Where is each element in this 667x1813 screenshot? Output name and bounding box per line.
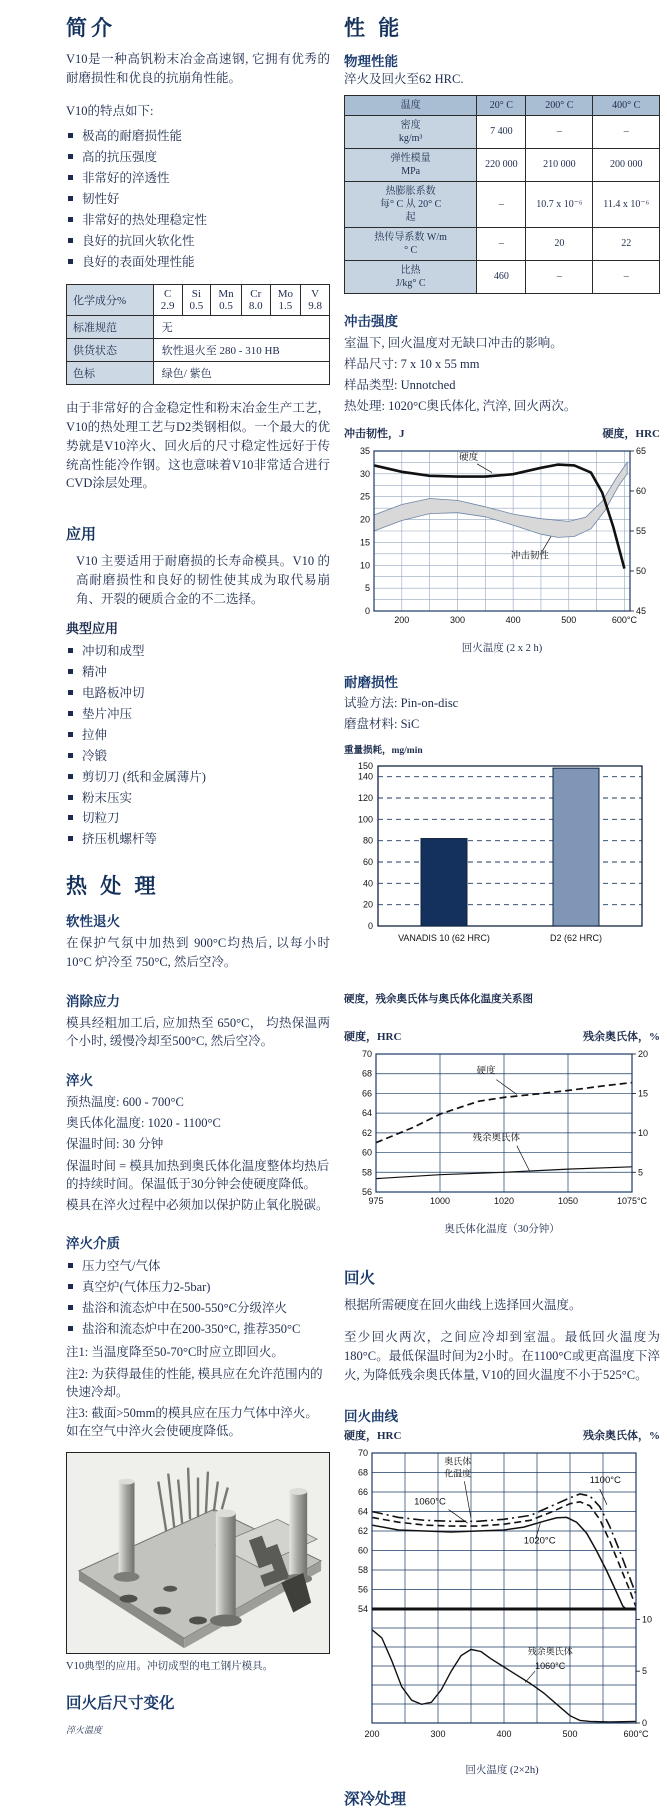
svg-text:62: 62 [361, 1127, 372, 1138]
quench-media-item: 盐浴和流态炉中在200-350°C, 推荐350°C [66, 1321, 330, 1338]
svg-text:残余奥氏体: 残余奥氏体 [527, 1646, 573, 1657]
chem-row-label: 标准规范 [67, 316, 154, 339]
svg-text:70: 70 [357, 1447, 368, 1458]
tempering-curve-heading: 回火曲线 [344, 1408, 398, 1424]
quench-media-item: 真空炉(气体压力2-5bar) [66, 1279, 330, 1296]
austenitizing-chart [344, 1028, 660, 1236]
application-item: 剪切刀 (纸和金属薄片) [66, 769, 330, 786]
impact-chart-xlabel: 回火温度 (2 x 2 h) [461, 643, 543, 655]
tempering-chart-ylabel-left: 硬度，HRC [344, 1429, 402, 1442]
svg-text:40: 40 [362, 877, 373, 888]
impact-chart-axis-titles [344, 425, 660, 441]
intro-paragraph: V10是一种高钒粉末冶金高速钢, 它拥有优秀的耐磨损性和优良的抗崩角性能。 [66, 52, 330, 85]
phys-row-value: 210 000 [526, 148, 593, 181]
svg-text:5: 5 [642, 1665, 648, 1676]
application-item: 拉伸 [66, 727, 330, 744]
wear-chart-ylabel: 重量损耗，mg/min [344, 745, 423, 756]
soft-annealing-text: 在保护气氛中加热到 900°C均热后, 以每小时 10°C 炉冷至 750°C, 然后空冷。 [66, 936, 330, 969]
application-item: 冲切和成型 [66, 643, 330, 660]
svg-text:1060°C: 1060°C [414, 1496, 446, 1508]
austenitizing-chart-ylabel-left: 硬度，HRC [344, 1030, 402, 1043]
physical-properties-heading: 物理性能 [344, 54, 398, 69]
right-column [344, 0, 660, 1813]
svg-text:600°C: 600°C [611, 615, 637, 626]
impact-line: 热处理: 1020°C奥氏体化, 汽淬, 回火两次。 [344, 399, 577, 414]
impact-chart-plot [344, 443, 660, 640]
svg-text:300: 300 [430, 1728, 446, 1739]
svg-text:66: 66 [357, 1486, 368, 1497]
svg-text:56: 56 [357, 1584, 368, 1594]
feature-item: 良好的抗回火软化性 [66, 233, 330, 250]
svg-text:54: 54 [357, 1603, 368, 1614]
application-item: 粉末压实 [66, 790, 330, 807]
svg-text:62: 62 [357, 1525, 368, 1536]
phys-row-value: – [477, 227, 526, 260]
svg-text:1050: 1050 [557, 1195, 579, 1206]
application-item: 垫片冲压 [66, 706, 330, 723]
section-title-applications: 应用 [66, 527, 97, 544]
phys-col-header: 20° C [477, 95, 526, 115]
chem-element-cell: C 2.9 [153, 285, 182, 316]
hardening-line: 保温时间 = 模具加热到奥氏体化温度整体均热后的持续时间。保温低于30分钟会使硬度降低。 [66, 1158, 330, 1191]
section-title-intro: 简介 [66, 16, 116, 40]
svg-text:0: 0 [642, 1717, 648, 1728]
wear-line: 试验方法: Pin-on-disc [344, 696, 459, 711]
feature-item: 良好的表面处理性能 [66, 254, 330, 271]
svg-text:1075°C: 1075°C [616, 1195, 648, 1206]
chem-element-cell: Si 0.5 [182, 285, 211, 316]
svg-text:120: 120 [357, 792, 373, 803]
phys-row-value: 22 [593, 227, 660, 260]
note-line: 注2: 为获得最佳的性能, 模具应在允许范围内的快速冷却。 [66, 1366, 323, 1399]
wear-resistance-lines [344, 694, 660, 733]
svg-text:60: 60 [362, 856, 373, 867]
svg-text:10: 10 [642, 1613, 653, 1624]
svg-text:1060°C: 1060°C [535, 1660, 566, 1671]
svg-text:硬度: 硬度 [476, 1065, 496, 1077]
cryogenic-treatment-heading: 深冷处理 [344, 1790, 407, 1808]
svg-text:64: 64 [361, 1107, 372, 1118]
chem-row-label: 供货状态 [67, 339, 154, 362]
features-list [66, 128, 330, 270]
impact-chart-ylabel-left: 冲击韧性，J [344, 428, 405, 441]
svg-text:25: 25 [359, 491, 370, 502]
svg-text:35: 35 [359, 446, 370, 457]
hardening-line: 预热温度: 600 - 700°C [66, 1095, 184, 1110]
phys-row-label: 热传导系数 W/m ° C [345, 227, 477, 260]
svg-text:140: 140 [357, 771, 373, 782]
phys-col-temperature: 温度 [345, 95, 477, 115]
hardening-heading: 淬火 [66, 1073, 93, 1089]
svg-text:5: 5 [638, 1166, 644, 1177]
svg-text:0: 0 [367, 920, 373, 931]
phys-row-label: 热膨胀系数 每° C 从 20° C 起 [345, 181, 477, 227]
application-item: 挤压机螺杆等 [66, 831, 330, 848]
section-title-heat-treatment: 热 处 理 [66, 874, 160, 899]
phys-row-value: 10.7 x 10⁻⁶ [526, 181, 593, 227]
chem-row-value: 无 [153, 316, 329, 339]
tempering-paragraph-2: 至少回火两次，之间应冷却到室温。最低回火温度为180°C。最低保温时间为2小时。在1100°C或更高温度下淬火, 为降低残余奥氏体量, V10的回火温度不小于525°C。 [344, 1330, 660, 1382]
applications-paragraph: V10 主要适用于耐磨损的长寿命模具。V10 的高耐磨损性和良好的韧性使其成为取代易崩角、开裂的硬质合金的不二选择。 [76, 554, 330, 606]
chem-element-cell: Cr 8.0 [241, 285, 270, 316]
phys-row-label: 弹性模量 MPa [345, 148, 477, 181]
svg-text:200: 200 [394, 615, 410, 626]
svg-text:58: 58 [357, 1564, 368, 1575]
svg-text:68: 68 [357, 1467, 368, 1477]
tempering-chart [344, 1427, 660, 1777]
phys-row-value: 220 000 [477, 148, 526, 181]
phys-col-header: 200° C [526, 95, 593, 115]
svg-text:冲击韧性: 冲击韧性 [510, 550, 549, 562]
austenitizing-chart-axis-titles [344, 1028, 660, 1044]
impact-line: 室温下, 回火温度对无缺口冲击的影响。 [344, 335, 563, 350]
svg-text:60: 60 [636, 486, 647, 497]
impact-chart-ylabel-right: 硬度，HRC [602, 428, 660, 441]
quench-media-item: 盐浴和流态炉中在500-550°C分级淬火 [66, 1300, 330, 1317]
impact-chart [344, 425, 660, 655]
hardening-notes [66, 1343, 330, 1440]
chem-comp-label: 化学成分% [67, 285, 154, 316]
svg-text:10: 10 [638, 1127, 649, 1138]
svg-text:60: 60 [361, 1147, 372, 1158]
svg-text:残余奥氏体: 残余奥氏体 [472, 1132, 521, 1144]
phys-row-value: – [526, 260, 593, 293]
note-line: 注3: 截面>50mm的模具应在压力气体中淬火。如在空气中淬火会使硬度降低。 [66, 1405, 318, 1438]
quench-media-item: 压力空气/气体 [66, 1258, 330, 1275]
svg-text:150: 150 [357, 760, 373, 771]
svg-text:66: 66 [361, 1087, 372, 1098]
dimensional-change-heading: 回火后尺寸变化 [66, 1695, 175, 1712]
tempering-chart-plot [344, 1445, 660, 1762]
physical-properties-subtitle: 淬火及回火至62 HRC. [344, 72, 464, 86]
wear-line: 磨盘材料: SiC [344, 717, 420, 732]
wear-chart-plot [344, 758, 660, 967]
svg-text:1000: 1000 [429, 1195, 451, 1206]
svg-text:60: 60 [357, 1545, 368, 1555]
svg-text:65: 65 [636, 446, 647, 457]
phys-row-value: – [593, 115, 660, 148]
impact-line: 样品尺寸: 7 x 10 x 55 mm [344, 356, 480, 371]
svg-text:0: 0 [364, 606, 370, 617]
quench-media-list [66, 1258, 330, 1338]
svg-text:500: 500 [562, 1728, 578, 1739]
tempering-chart-ylabel-right: 残余奥氏体，% [583, 1429, 660, 1442]
chem-row-value: 绿色/ 紫色 [153, 362, 329, 385]
svg-text:5: 5 [364, 583, 370, 594]
svg-text:20: 20 [359, 514, 370, 525]
svg-text:64: 64 [357, 1506, 368, 1516]
chem-element-cell: Mn 0.5 [211, 285, 242, 316]
feature-item: 非常好的热处理稳定性 [66, 212, 330, 229]
phys-row-label: 比热 J/kg° C [345, 260, 477, 293]
hardening-line: 奥氏体化温度: 1020 - 1100°C [66, 1116, 221, 1131]
application-item: 电路板冲切 [66, 685, 330, 702]
svg-text:400: 400 [496, 1728, 512, 1739]
chemical-composition-table [66, 284, 330, 385]
svg-text:化温度: 化温度 [444, 1467, 472, 1478]
svg-text:600°C: 600°C [623, 1728, 649, 1739]
tempering-chart-xlabel: 回火温度 (2×2h) [465, 1764, 539, 1776]
tempering-chart-axis-titles [344, 1427, 660, 1443]
hardening-lines [66, 1093, 330, 1214]
phys-row-label: 密度 kg/m³ [345, 115, 477, 148]
impact-line: 样品类型: Unnotched [344, 378, 456, 392]
impact-strength-lines [344, 334, 660, 416]
svg-text:400: 400 [505, 615, 521, 626]
phys-row-value: 7 400 [477, 115, 526, 148]
hardening-line: 模具在淬火过程中必须加以保护防止氧化脱碳。 [66, 1197, 329, 1212]
phys-row-value: 11.4 x 10⁻⁶ [593, 181, 660, 227]
svg-text:56: 56 [361, 1186, 372, 1197]
svg-text:D2 (62 HRC): D2 (62 HRC) [549, 932, 603, 943]
svg-text:45: 45 [636, 606, 647, 617]
chem-element-cell: Mo 1.5 [270, 285, 301, 316]
austenitizing-chart-ylabel-right: 残余奥氏体，% [583, 1030, 660, 1043]
applications-list [66, 643, 330, 848]
quench-media-heading: 淬火介质 [66, 1235, 120, 1251]
austenitizing-chart-caption: 硬度，残余奥氏体与奥氏体化温度关系图 [344, 993, 533, 1005]
typical-applications-label: 典型应用 [66, 621, 119, 637]
svg-text:20: 20 [362, 899, 373, 910]
wear-resistance-heading: 耐磨损性 [344, 675, 398, 691]
svg-text:300: 300 [449, 615, 465, 626]
stress-relief-heading: 消除应力 [66, 993, 120, 1009]
phys-row-value: 200 000 [593, 148, 660, 181]
feature-item: 韧性好 [66, 191, 330, 208]
soft-annealing-heading: 软性退火 [66, 914, 120, 930]
die-photo [66, 1452, 330, 1654]
impact-strength-heading: 冲击强度 [344, 313, 398, 329]
svg-text:1100°C: 1100°C [589, 1474, 621, 1486]
chem-row-value: 软性退火至 280 - 310 HB [153, 339, 329, 362]
phys-col-header: 400° C [593, 95, 660, 115]
phys-row-value: 20 [526, 227, 593, 260]
svg-text:80: 80 [362, 835, 373, 846]
application-item: 切粒刀 [66, 810, 330, 827]
svg-text:500: 500 [561, 615, 577, 626]
phys-row-value: – [593, 260, 660, 293]
svg-text:奥氏体: 奥氏体 [444, 1456, 472, 1467]
svg-text:68: 68 [361, 1068, 372, 1079]
svg-text:100: 100 [357, 813, 373, 824]
features-label: V10的特点如下: [66, 103, 154, 118]
svg-text:1020: 1020 [493, 1195, 515, 1206]
application-item: 精冲 [66, 664, 330, 681]
quench-temperature-label: 淬火温度 [66, 1725, 103, 1735]
svg-text:15: 15 [638, 1087, 649, 1098]
chem-element-cell: V 9.8 [301, 285, 330, 316]
austenitizing-chart-plot [344, 1046, 660, 1221]
svg-text:58: 58 [361, 1166, 372, 1177]
note-line: 注1: 当温度降至50-70°C时应立即回火。 [66, 1345, 284, 1360]
phys-row-value: 460 [477, 260, 526, 293]
hardening-line: 保温时间: 30 分钟 [66, 1137, 164, 1152]
die-photo-image [67, 1453, 329, 1653]
photo-caption: V10典型的应用。冲切成型的电工钢片模具。 [66, 1661, 274, 1672]
stress-relief-text: 模具经粗加工后, 应加热至 650°C， 均热保温两个小时, 缓慢冷却至500°C, 然后空冷。 [66, 1015, 330, 1049]
chem-row-label: 色标 [67, 362, 154, 385]
section-title-properties: 性 能 [344, 16, 404, 40]
svg-text:55: 55 [636, 526, 647, 537]
phys-row-value: – [526, 115, 593, 148]
tempering-heading: 回火 [344, 1269, 376, 1287]
physical-properties-table [344, 95, 660, 294]
austenitizing-chart-xlabel: 奥氏体化温度（30分钟） [444, 1223, 560, 1235]
svg-text:硬度: 硬度 [459, 452, 479, 464]
application-item: 冷锻 [66, 748, 330, 765]
feature-item: 高的抗压强度 [66, 149, 330, 166]
svg-text:10: 10 [359, 560, 370, 571]
svg-text:20: 20 [638, 1048, 649, 1059]
svg-text:30: 30 [359, 469, 370, 480]
feature-item: 极高的耐磨损性能 [66, 128, 330, 145]
phys-row-value: – [477, 181, 526, 227]
alloy-stability-paragraph: 由于非常好的合金稳定性和粉末冶金生产工艺， V10的热处理工艺与D2类钢相似。一个最大的优势就是V10淬火、回火后的尺寸稳定性远好于传统高性能冷作钢。这也意味着V10非常适合进行CVD涂层处理。 [66, 401, 330, 491]
svg-text:1020°C: 1020°C [523, 1535, 556, 1547]
svg-text:70: 70 [361, 1048, 372, 1059]
svg-text:200: 200 [364, 1728, 380, 1739]
svg-text:VANADIS 10 (62 HRC): VANADIS 10 (62 HRC) [398, 932, 490, 943]
feature-item: 非常好的淬透性 [66, 170, 330, 187]
svg-text:50: 50 [636, 566, 647, 577]
svg-text:975: 975 [368, 1195, 384, 1206]
left-column [66, 0, 330, 1736]
svg-text:15: 15 [359, 537, 370, 548]
tempering-paragraph-1: 根据所需硬度在回火曲线上选择回火温度。 [344, 1297, 582, 1312]
